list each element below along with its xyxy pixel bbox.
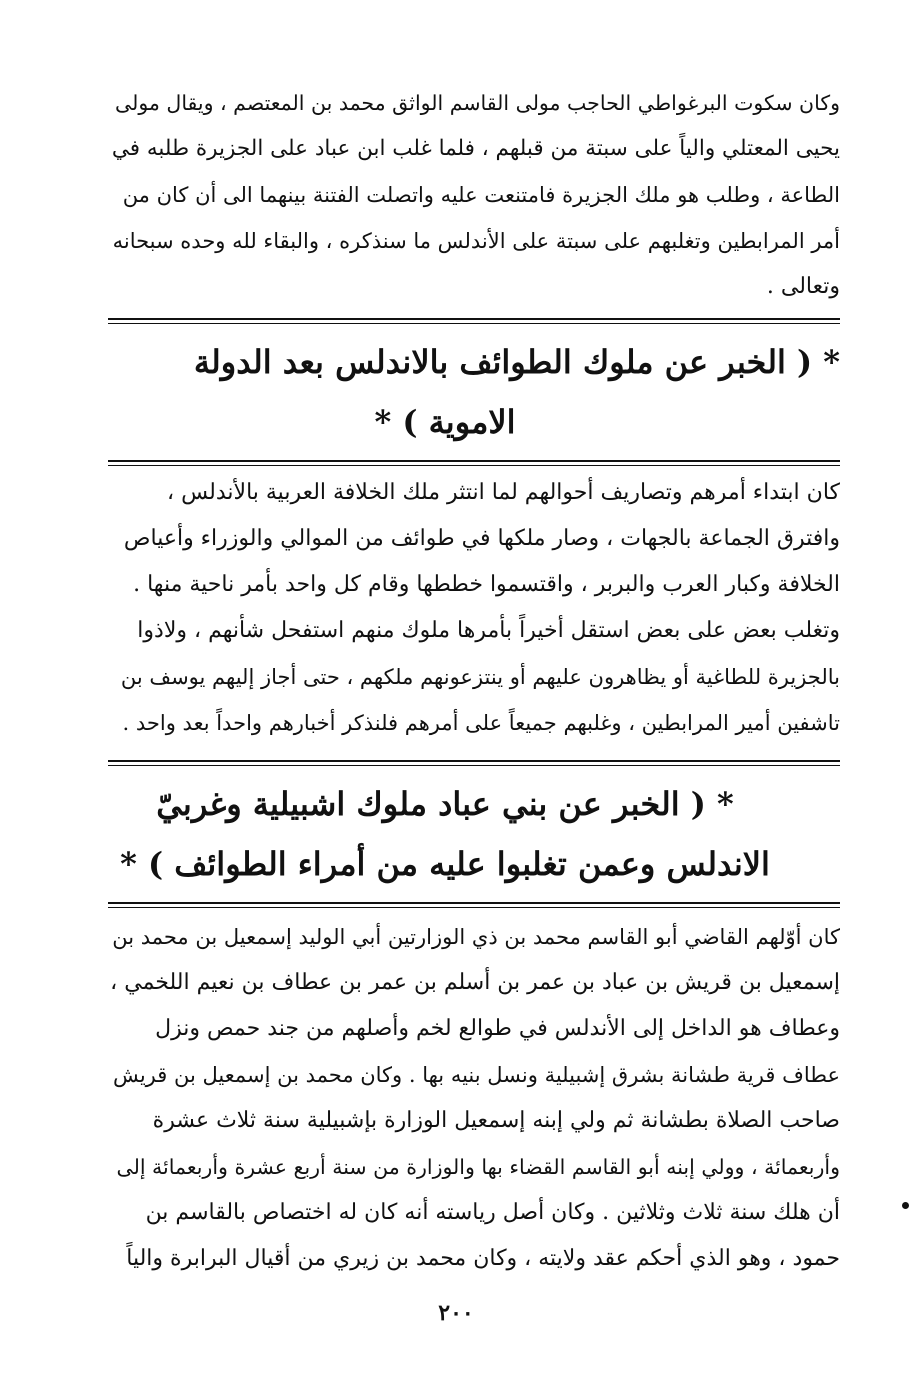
heading-line: * ( الخبر عن بني عباد ملوك اشبيلية وغربيّ: [156, 785, 734, 823]
text-line: الخلافة وكبار العرب والبربر ، واقتسموا خططها وقام كل واحد بأمر ناحية منها .: [133, 572, 840, 597]
text-line: وتعالى .: [766, 274, 840, 299]
text-line: وأربعمائة ، وولي إبنه أبو القاسم القضاء بها والوزارة من سنة أربع عشرة وأربعمائة إلى: [116, 1155, 840, 1179]
heading-line: * ( الخبر عن ملوك الطوائف بالاندلس بعد الدولة: [193, 343, 840, 381]
double-rule: [108, 902, 840, 910]
page-body: [50, 80, 840, 1282]
text-line: صاحب الصلاة بطشانة ثم ولي إبنه إسمعيل الوزارة بإشبيلية سنة ثلاث عشرة: [152, 1108, 840, 1133]
text-line: كان أوّلهم القاضي أبو القاسم محمد بن ذي الوزارتين أبي الوليد إسمعيل بن محمد بن: [112, 925, 840, 949]
page-number: ٢٠٠: [438, 1300, 474, 1326]
text-line: إسمعيل بن قريش بن عباد بن عمر بن أسلم بن عمر بن عطاف بن نعيم اللخمي ،: [110, 970, 840, 995]
paragraph-2: [50, 470, 840, 746]
text-line: حمود ، وهو الذي أحكم عقد ولايته ، وكان محمد بن زيري من أقيال البرابرة والياً: [126, 1246, 840, 1271]
section-heading-2: [50, 774, 840, 894]
text-line: أن هلك سنة ثلاث وثلاثين . وكان أصل رياسته أنه كان له اختصاص بالقاسم بن: [145, 1200, 840, 1225]
paragraph-3: [50, 914, 840, 1282]
text-line: وافترق الجماعة بالجهات ، وصار ملكها في طوائف من الموالي والوزراء وأعياص: [123, 526, 840, 551]
double-rule: [108, 460, 840, 468]
heading-line: الاموية ) *: [374, 403, 516, 441]
text-line: وكان سكوت البرغواطي الحاجب مولى القاسم الواثق محمد بن المعتصم ، ويقال مولى: [115, 91, 840, 115]
text-line: بالجزيرة للطاغية أو يظاهرون عليهم أو ينتزعونهم ملكهم ، حتى أجاز إليهم يوسف بن: [120, 665, 840, 689]
section-heading-1: [50, 332, 840, 452]
margin-mark: [902, 1202, 909, 1209]
heading-line: الاندلس وعمن تغلبوا عليه من أمراء الطوائف ) *: [120, 845, 770, 883]
paragraph-1: [50, 80, 840, 310]
text-line: وتغلب بعض على بعض استقل أخيراً بأمرها ملوك منهم استفحل شأنهم ، ولاذوا: [137, 618, 840, 643]
text-line: أمر المرابطين وتغلبهم على سبتة على الأندلس ما سنذكره ، والبقاء لله وحده سبحانه: [112, 229, 840, 253]
text-line: الطاعة ، وطلب هو ملك الجزيرة فامتنعت عليه واتصلت الفتنة بينهما الى أن كان من: [122, 183, 840, 207]
text-line: كان ابتداء أمرهم وتصاريف أحوالهم لما انتثر ملك الخلافة العربية بالأندلس ،: [167, 480, 840, 505]
text-line: تاشفين أمير المرابطين ، وغلبهم جميعاً على أمرهم فلنذكر أخبارهم واحداً بعد واحد .: [122, 711, 840, 735]
text-line: وعطاف هو الداخل إلى الأندلس في طوالع لخم وأصلهم من جند حمص ونزل: [155, 1016, 840, 1041]
text-line: يحيى المعتلي والياً على سبتة من قبلهم ، فلما غلب ابن عباد على الجزيرة طلبه في: [111, 136, 840, 161]
double-rule: [108, 760, 840, 768]
double-rule: [108, 318, 840, 326]
text-line: عطاف قرية طشانة بشرق إشبيلية ونسل بنيه بها . وكان محمد بن إسمعيل بن قريش: [113, 1063, 840, 1087]
